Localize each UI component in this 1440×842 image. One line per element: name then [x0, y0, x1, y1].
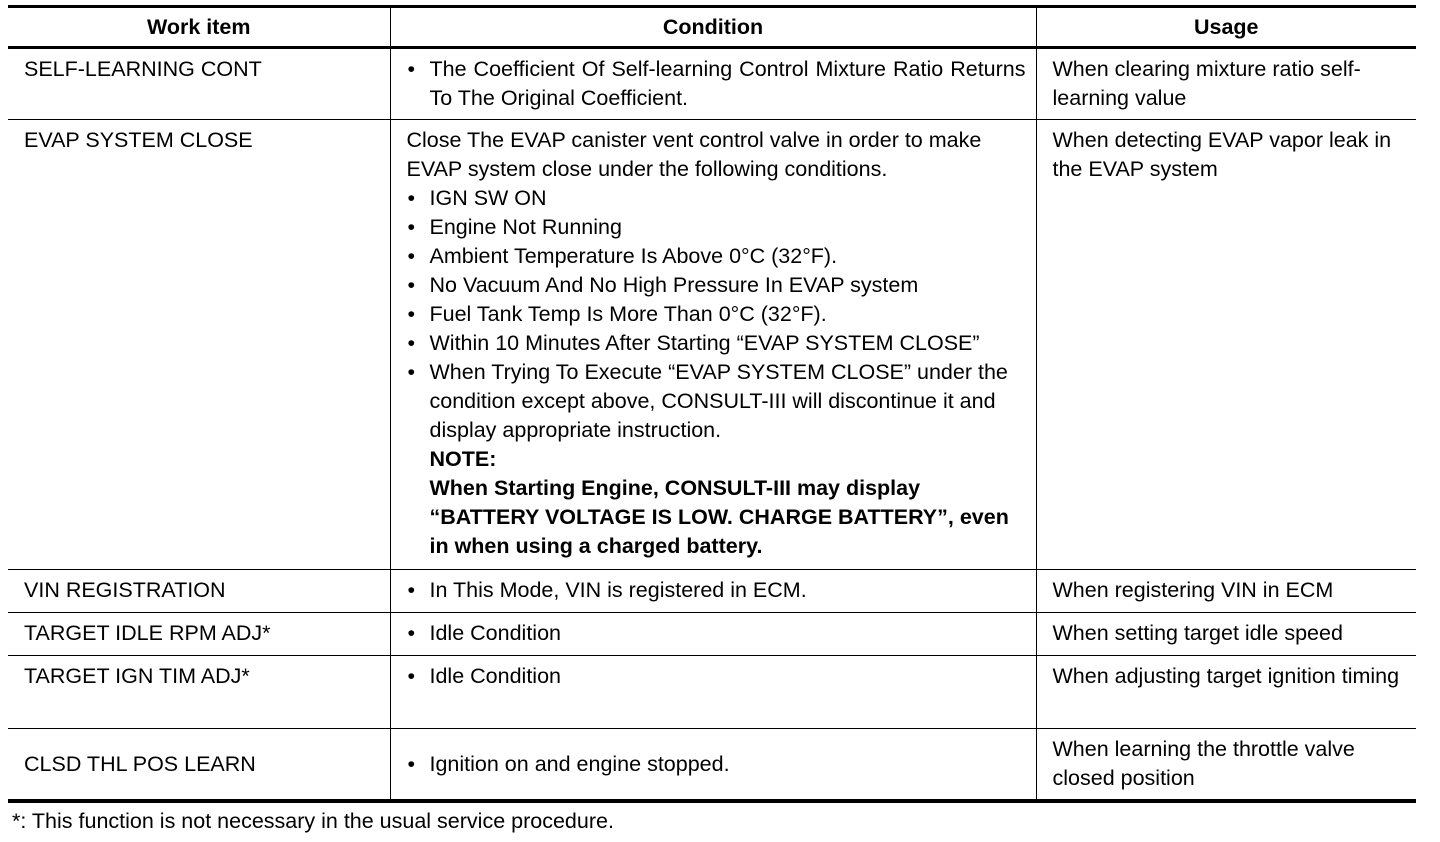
condition-bullet: • The Coefficient Of Self-learning Control Mixture Ratio Returns To The Original Coefficient.	[407, 55, 1026, 113]
condition-bullet: • Idle Condition	[407, 662, 1026, 691]
condition-cell	[390, 570, 1036, 613]
table-row	[8, 570, 1416, 613]
usage-cell: When adjusting target ignition timing	[1036, 656, 1416, 729]
table-row	[8, 48, 1416, 120]
condition-bullet: • Ignition on and engine stopped.	[407, 750, 1026, 779]
condition-cell	[390, 613, 1036, 656]
condition-cell	[390, 120, 1036, 570]
work-item-cell: SELF-LEARNING CONT	[24, 57, 262, 81]
condition-list	[407, 750, 1026, 779]
condition-list	[407, 576, 1026, 605]
condition-bullet: • Within 10 Minutes After Starting “EVAP SYSTEM CLOSE”	[407, 329, 1026, 358]
work-item-cell: VIN REGISTRATION	[8, 570, 390, 613]
note-text: When Starting Engine, CONSULT-III may display “BATTERY VOLTAGE IS LOW. CHARGE BATTERY”, even in when using a charged battery.	[429, 476, 1009, 558]
table-row	[8, 729, 1416, 802]
condition-cell	[390, 48, 1036, 120]
document	[8, 5, 1416, 836]
work-item-cell: CLSD THL POS LEARN	[8, 729, 390, 802]
condition-bullet: • Engine Not Running	[407, 213, 1026, 242]
condition-bullet: • When Trying To Execute “EVAP SYSTEM CLOSE” under the condition except above, CONSULT-III will discontinue it and display appropriate instruction.	[407, 358, 1026, 445]
condition-bullet: • Fuel Tank Temp Is More Than 0°C (32°F).	[407, 300, 1026, 329]
usage-cell: When clearing mixture ratio self-learning value	[1036, 48, 1416, 120]
condition-bullet: • IGN SW ON	[407, 184, 1026, 213]
usage-cell: When detecting EVAP vapor leak in the EVAP system	[1036, 120, 1416, 570]
table-row	[8, 656, 1416, 729]
usage-cell: When registering VIN in ECM	[1036, 570, 1416, 613]
condition-bullet: • Idle Condition	[407, 619, 1026, 648]
condition-list	[407, 55, 1026, 113]
work-support-table	[8, 5, 1416, 803]
condition-bullet: • Ambient Temperature Is Above 0°C (32°F).	[407, 242, 1026, 271]
condition-bullet: • No Vacuum And No High Pressure In EVAP system	[407, 271, 1026, 300]
work-item-cell: EVAP SYSTEM CLOSE	[8, 120, 390, 570]
condition-list	[407, 619, 1026, 648]
table-row	[8, 120, 1416, 570]
header-usage: Usage	[1036, 7, 1416, 48]
table-row	[8, 613, 1416, 656]
usage-cell: When setting target idle speed	[1036, 613, 1416, 656]
usage-cell: When learning the throttle valve closed position	[1036, 729, 1416, 802]
condition-list	[407, 662, 1026, 691]
work-item-cell: TARGET IGN TIM ADJ*	[8, 656, 390, 729]
footnote: *: This function is not necessary in the usual service procedure.	[12, 809, 614, 833]
work-item-cell: TARGET IDLE RPM ADJ*	[8, 613, 390, 656]
note-label: NOTE:	[429, 447, 497, 471]
condition-cell	[390, 729, 1036, 802]
condition-cell	[390, 656, 1036, 729]
header-work-item: Work item	[8, 7, 390, 48]
header-condition: Condition	[390, 7, 1036, 48]
header-row	[8, 7, 1416, 48]
condition-intro: Close The EVAP canister vent control valve in order to make EVAP system close under the following conditions.	[406, 128, 982, 181]
condition-bullet: • In This Mode, VIN is registered in ECM.	[407, 576, 1026, 605]
condition-list	[407, 184, 1026, 445]
